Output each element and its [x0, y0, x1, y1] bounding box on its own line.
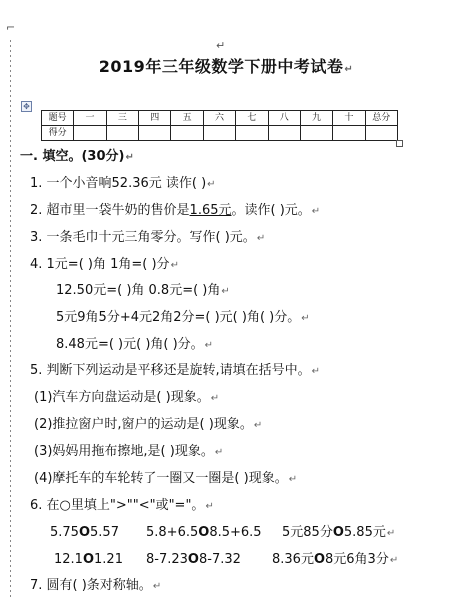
paragraph-mark: ↵ [216, 39, 226, 52]
question-6-header [30, 498, 214, 515]
question-text: 6. 在○里填上">""<"或"="。 [30, 498, 205, 513]
question-5-item [34, 390, 219, 407]
paragraph-mark: ↵ [205, 501, 214, 512]
comparison-item [272, 552, 398, 569]
table-cell[interactable]: 总分 [365, 111, 397, 126]
comparison-left: 8-7.23 [146, 552, 188, 567]
question-2 [30, 203, 320, 220]
table-cell[interactable] [203, 126, 235, 141]
table-cell[interactable]: 七 [236, 111, 268, 126]
table-cell[interactable]: 六 [203, 111, 235, 126]
paragraph-mark: ↵ [256, 233, 266, 244]
table-cell[interactable]: 五 [171, 111, 203, 126]
question-text: 4. 1元=( )角 1角=( )分 [30, 257, 170, 272]
paragraph-mark: ↵ [221, 286, 230, 297]
comparison-right: 8元6角3分 [325, 552, 389, 567]
corner-mark: ⌐ [6, 21, 16, 34]
paragraph-mark: ↵ [210, 393, 220, 404]
question-7 [30, 578, 161, 595]
paragraph-mark: ↵ [207, 179, 216, 190]
table-cell[interactable] [236, 126, 268, 141]
table-cell[interactable] [171, 126, 203, 141]
table-cell[interactable] [365, 126, 397, 141]
paragraph-mark: ↵ [170, 260, 179, 271]
comparison-circle[interactable]: O [332, 525, 344, 540]
question-text: (1)汽车方向盘运动是( )现象。 [34, 390, 210, 405]
question-text: (4)摩托车的车轮转了一圈又一圈是( )现象。 [34, 471, 288, 486]
question-text: 2. 超市里一袋牛奶的售价是 [30, 203, 190, 218]
section-header [20, 149, 134, 166]
table-resize-handle[interactable] [396, 140, 403, 147]
table-cell[interactable] [333, 126, 365, 141]
question-text: 5. 判断下列运动是平移还是旋转,请填在括号中。 [30, 363, 311, 378]
table-cell[interactable] [300, 126, 332, 141]
table-cell[interactable] [106, 126, 138, 141]
table-cell[interactable]: 得分 [42, 126, 74, 141]
table-cell[interactable] [268, 126, 300, 141]
paragraph-mark: ↵ [152, 581, 162, 592]
table-cell[interactable] [139, 126, 171, 141]
score-table [41, 110, 398, 141]
question-text: 3. 一条毛巾十元三角零分。写作( )元。 [30, 230, 256, 245]
table-move-handle-icon[interactable]: ✥ [21, 101, 32, 112]
comparison-circle[interactable]: O [313, 552, 326, 567]
comparison-left: 12.1 [54, 552, 83, 567]
table-cell[interactable]: 一 [74, 111, 106, 126]
comparison-right: 8-7.32 [198, 552, 241, 567]
question-text: 。读作( )元。 [231, 203, 311, 218]
paragraph-mark: ↵ [125, 152, 134, 163]
paragraph-mark: ↵ [204, 340, 214, 351]
table-cell[interactable]: 四 [139, 111, 171, 126]
question-text: 1. 一个小音响52.36元 读作( ) [30, 176, 207, 191]
comparison-left: 5.75 [50, 525, 79, 540]
page-title [0, 54, 452, 77]
underlined-price: 1.65元 [189, 203, 232, 218]
question-5-item [34, 444, 223, 461]
comparison-item [146, 525, 262, 541]
table-cell[interactable] [74, 126, 106, 141]
comparison-item [50, 525, 119, 541]
paragraph-mark: ↵ [389, 555, 399, 566]
question-4-line-1 [30, 257, 179, 274]
comparison-item [54, 552, 123, 568]
question-3 [30, 230, 265, 247]
comparison-right: 5.57 [90, 525, 119, 540]
question-text: 12.50元=( )角 0.8元=( )角 [56, 283, 221, 298]
comparison-circle[interactable]: O [78, 525, 91, 540]
paragraph-mark: ↵ [311, 206, 321, 217]
comparison-right: 8.5+6.5 [209, 525, 262, 540]
paragraph-mark: ↵ [288, 474, 298, 485]
question-4-line-2 [56, 283, 230, 300]
comparison-right: 1.21 [94, 552, 123, 567]
question-text: (2)推拉窗户时,窗户的运动是( )现象。 [34, 417, 253, 432]
paragraph-mark: ↵ [344, 64, 354, 75]
question-5-item [34, 471, 297, 488]
comparison-circle[interactable]: O [198, 525, 210, 540]
paragraph-mark: ↵ [311, 366, 321, 377]
question-5-item [34, 417, 262, 434]
question-1 [30, 176, 216, 193]
table-cell[interactable]: 三 [106, 111, 138, 126]
question-4-line-4 [56, 337, 213, 354]
title-text: 2019年三年级数学下册中考试卷 [98, 57, 344, 76]
question-5-header [30, 363, 320, 380]
table-row [42, 111, 398, 126]
page-margin-guide [10, 40, 11, 600]
paragraph-mark: ↵ [386, 528, 396, 539]
table-cell[interactable]: 九 [300, 111, 332, 126]
table-cell[interactable]: 十 [333, 111, 365, 126]
table-cell[interactable]: 题号 [42, 111, 74, 126]
question-text: 5元9角5分+4元2角2分=( )元( )角( )分。 [56, 310, 301, 325]
paragraph-mark: ↵ [301, 313, 310, 324]
question-4-line-3 [56, 310, 310, 327]
comparison-circle[interactable]: O [187, 552, 199, 567]
paragraph-mark: ↵ [253, 420, 263, 431]
paragraph-mark: ↵ [214, 447, 224, 458]
table-row [42, 126, 398, 141]
question-text: (3)妈妈用拖布擦地,是( )现象。 [34, 444, 214, 459]
comparison-right: 5.85元 [343, 525, 386, 540]
comparison-left: 5.8+6.5 [146, 525, 199, 540]
comparison-item [146, 552, 241, 568]
section-header-text: 一. 填空。(30分) [20, 149, 125, 164]
question-text: 7. 圆有( )条对称轴。 [30, 578, 152, 593]
comparison-left: 8.36元 [272, 552, 314, 567]
comparison-circle[interactable]: O [82, 552, 95, 567]
comparison-left: 5元85分 [282, 525, 333, 540]
question-text: 8.48元=( )元( )角( )分。 [56, 337, 204, 352]
table-cell[interactable]: 八 [268, 111, 300, 126]
comparison-item [282, 525, 395, 542]
